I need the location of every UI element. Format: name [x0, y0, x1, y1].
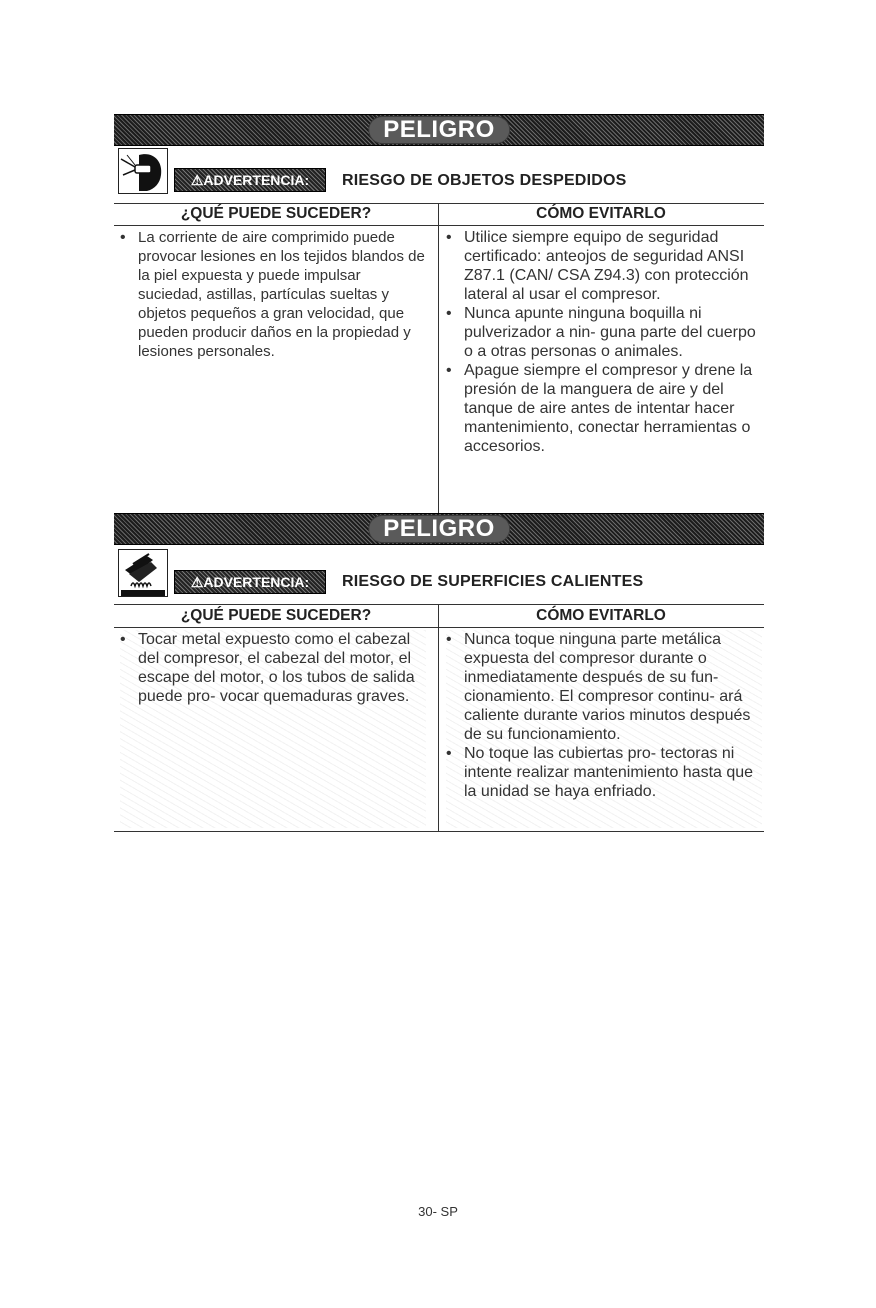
danger-section-flying-objects: [114, 114, 764, 524]
divider: [114, 203, 764, 204]
what-can-happen-list: [120, 228, 426, 361]
divider: [114, 225, 764, 226]
banner-title: PELIGRO: [369, 516, 509, 542]
divider: [114, 831, 764, 832]
what-can-happen-list: [120, 630, 426, 828]
hot-surface-hand-icon: [118, 549, 168, 597]
banner-title: PELIGRO: [369, 117, 509, 143]
danger-banner: [114, 513, 764, 545]
list-item: • Nunca toque ninguna parte metálica expuesta del compresor durante o inmediatamente después de su fun- cionamiento. El compresor continu- ará caliente durante varios minutos después de su funcionamiento.: [446, 630, 762, 744]
danger-section-hot-surfaces: [114, 513, 764, 833]
page-number: 30- SP: [418, 1204, 458, 1219]
divider: [114, 627, 764, 628]
right-column-header: CÓMO EVITARLO: [536, 607, 666, 624]
list-item: • La corriente de aire comprimido puede provocar lesiones en los tejidos blandos de la piel expuesta y puede impulsar suciedad, astillas, partículas sueltas y objetos pequeños a gran velocidad, que pueden producir daños en la propiedad y lesiones personales.: [120, 228, 426, 361]
list-item: • Apague siempre el compresor y drene la presión de la manguera de aire y del tanque de aire antes de intentar hacer mantenimiento, conectar herramientas o accesorios.: [446, 361, 762, 456]
list-item: • Utilice siempre equipo de seguridad certificado: anteojos de seguridad ANSI Z87.1 (CAN/ CSA Z94.3) con protección lateral al usar el compresor.: [446, 228, 762, 304]
goggles-face-icon: [118, 148, 168, 194]
list-item: • Nunca apunte ninguna boquilla ni pulverizador a nin- guna parte del cuerpo o a otras personas o animales.: [446, 304, 762, 361]
risk-title: RIESGO DE SUPERFICIES CALIENTES: [342, 573, 644, 590]
column-divider: [438, 604, 439, 831]
right-column-header: CÓMO EVITARLO: [536, 205, 666, 222]
danger-banner: [114, 114, 764, 146]
warning-badge: ⚠ADVERTENCIA:: [174, 570, 326, 594]
divider: [114, 604, 764, 605]
warning-badge: ⚠ADVERTENCIA:: [174, 168, 326, 192]
list-item: • No toque las cubiertas pro- tectoras ni intente realizar mantenimiento hasta que la unidad se haya enfriado.: [446, 744, 762, 801]
column-divider: [438, 203, 439, 513]
list-item: • Tocar metal expuesto como el cabezal del compresor, el cabezal del motor, el escape del motor, o los tubos de salida puede pro- vocar quemaduras graves.: [120, 630, 426, 706]
how-to-avoid-list: [446, 630, 762, 828]
left-column-header: ¿QUÉ PUEDE SUCEDER?: [180, 205, 372, 222]
risk-title: RIESGO DE OBJETOS DESPEDIDOS: [342, 172, 627, 189]
how-to-avoid-list: [446, 228, 762, 456]
left-column-header: ¿QUÉ PUEDE SUCEDER?: [180, 607, 372, 624]
